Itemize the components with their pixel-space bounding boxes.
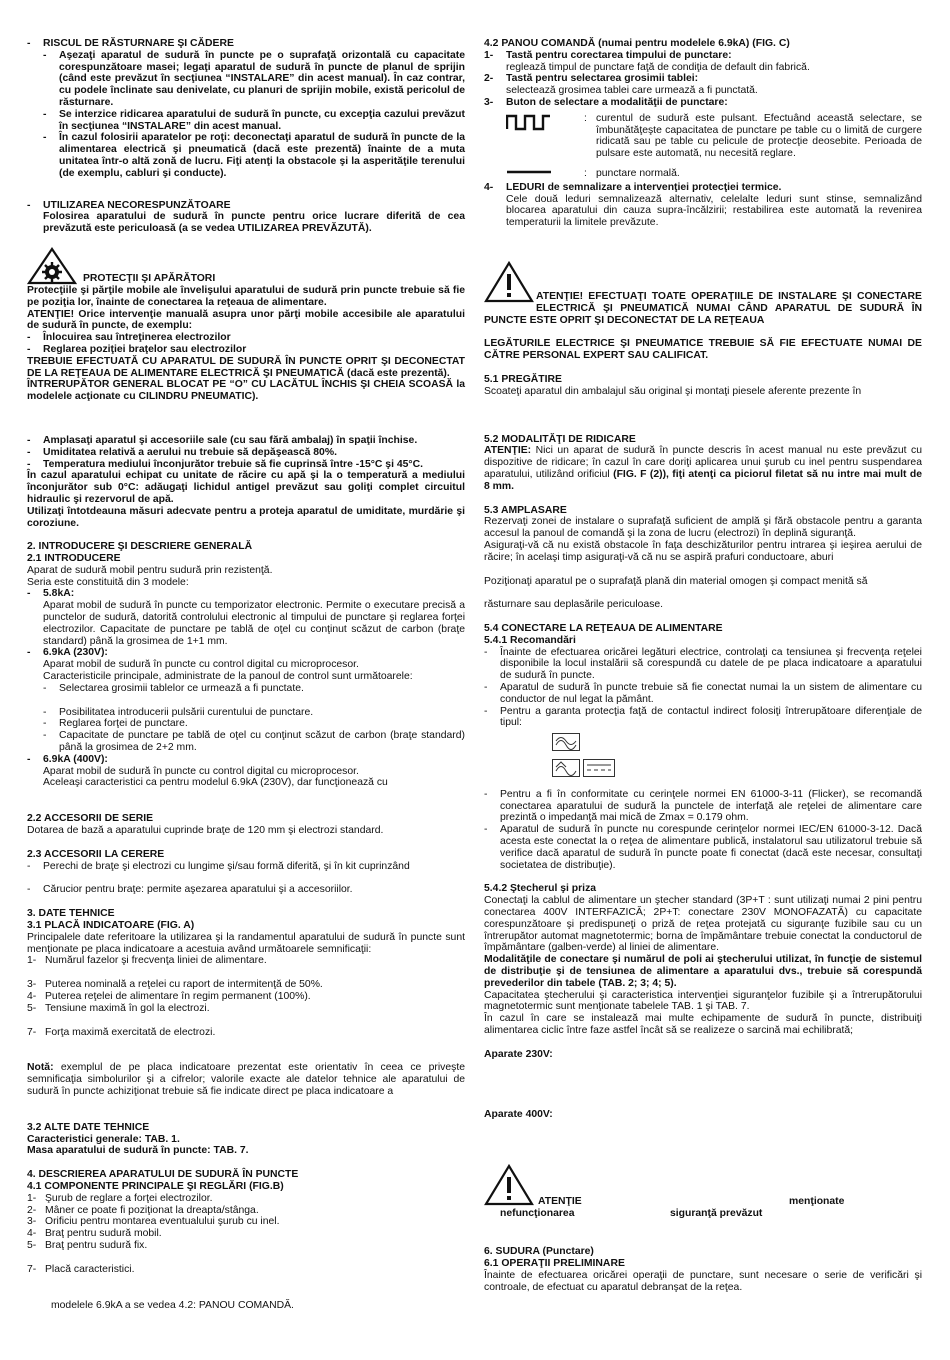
section-5-3-heading: 5.3 AMPLASARE bbox=[484, 504, 567, 516]
intro-text: Aparat de sudură mobil pentru sudură prin rezistenţă. bbox=[27, 564, 273, 576]
feature-item: Reglarea forţei de punctare. bbox=[59, 718, 188, 730]
pulse-wave-icon bbox=[506, 113, 552, 131]
rcd-a-icon bbox=[552, 759, 580, 777]
left-column: - RISCUL DE RĂSTURNARE ŞI CĂDERE - Aşezaţi aparatul de sudură în puncte pe o suprafaţă orizontală cu capacitate corespunzătoare masei; legaţi aparatul de sudură în puncte de planul de sprijin (când este prevăzut în secţiunea “INSTALARE” din acest manual). În caz contrar, cu podele înclinate sau denivelate, cu planuri de sprijin mobile, există pericolul de răsturnare. - Se interzice ridicarea aparatului de sudură în puncte, cu excepţia cazului prevăzut în secţiunea “INSTALARE” din acest manual. - În cazul folosirii aparatelor pe roţi: deconectaţi aparatul de sudură în puncte de la alimentarea electrică şi pneumatică (dacă este prezentă) înainte de a muta unitatea într-o altă zonă de lucru. Fiţi atenţi la obstacole şi la asperităţile terenului (de exemplu, cabluri şi conducte). - UTILIZAREA NECORESPUNZĂTOARE Folosirea aparatului de sudură în puncte pentru orice lucrare diferită de cea prevăzută este periculoasă (a se vedea UTILIZAREA PREVĂZUTĂ). PROTECŢII ŞI APĂRĂTORI Protecţiile şi părţile mobile ale învelişului aparatului de sudură prin puncte trebuie să fie pe poziţia lor, înainte de conectarea la reţeaua de alimentare. ATENŢIE! Orice intervenţie manuală asupra unor părţi mobile accesibile ale aparatului de sudură în puncte, de exemplu: - Înlocuirea sau întreţinerea electrozilor - Reglarea poziţiei braţelor sau electrozilor TREBUIE EFECTUATĂ CU APARATUL DE SUDURĂ ÎN PUNCTE OPRIT ŞI DECONECTAT DE LA REŢEAUA DE ALIMENTARE ELECTRICĂ ŞI PNEUMATICĂ (dacă este prezentă). ÎNTRERUPĂTOR GENERAL BLOCAT PE “O” CU LACĂTUL ÎNCHIS ŞI CHEIA SCOASĂ la modelele acţionate cu CILINDRU PNEUMATIC). - Amplasaţi aparatul şi accesoriile sale (cu sau fără ambalaj) în spaţii închise. - Umiditatea relativă a aerului nu trebuie să depăşească 80%. - Temperatura mediului înconjurător trebuie să fie cuprinsă între -15°C şi 45°C. În cazul aparatului echipat cu unitate de răcire cu apă şi la o temperatură a mediului înconjurător sub 0°C: adăugaţi lichidul antigel prevăzut sau goliţi complet circuitul hidraulic şi rezervorul de apă. Utilizaţi întotdeauna măsuri adecvate pentru a proteja aparatul de umiditate, murdărie şi coroziune. 2. INTRODUCERE ŞI DESCRIERE GENERALĂ 2.1 INTRODUCERE Aparat de sudură mobil pentru sudură prin rezistenţă. Seria este constituită din 3 modele: - 5.8kA: Aparat mobil de sudură în puncte cu temporizator electronic. Permite o executare precisă a punctelor de sudură, datorită controlului electronic al timpului de punctare şi reglarea forţei electrozilor. Capacitate de punctare pe tablă de oţel cu conţinut scăzut de carbon (braţe standard) până la grosimea de 1+1 mm. - 6.9kA (230V): Aparat mobil de sudură în puncte cu control digital cu microprocesor. Caracteristicile principale, administrate de la panoul de control sunt următoarele: - Selectarea grosimii tablelor ce urmează a fi punctate. - Posibilitatea introducerii pulsării curentului de punctare. - Reglarea forţei de punctare. - Capacitate de punctare pe tablă de oţel cu conţinut scăzut de carbon (braţe standard) până la grosimea de 2+2 mm. - 6.9kA (400V): Aparat mobil de sudură în puncte cu control digital cu microprocesor. Aceleaşi caracteristici ca pentru modelul 6.9kA (230V), dar funcţionează cu 2.2 ACCESORII DE SERIE Dotarea de bază a aparatului cuprinde braţe de 120 mm şi electrozi standard. 2.3 ACCESORII LA CERERE - Perechi de braţe şi electrozi cu lungime şi/sau formă diferită, şi în kit cuprinzând - Cărucior pentru braţe: permite aşezarea aparatului şi a accesoriilor. 3. DATE TEHNICE 3.1 PLACĂ INDICATOARE (FIG. A) Principalele date referitoare la utilizarea şi la randamentul aparatului de sudură în puncte sunt menţionate pe placa indicatoare a acestuia având următoarele semnificaţii: 1- Numărul fazelor şi frecvenţa liniei de alimentare. 3- Puterea nominală a reţelei cu raport de intermitenţă de 50%. 4- Puterea reţelei de alimentare în regim permanent (100%). 5- Tensiune maximă în gol la electrozi. 7- Forţa maximă exercitată de electrozi. Notă: exemplul de pe placa indicatoare prezentat este orientativ în ceea ce priveşte semnificaţia simbolurilor şi a cifrelor; valorile exacte ale datelor tehnice ale aparatului de sudură în puncte achiziţionat trebuie să fie indicate direct pe placa indicatoare a 3.2 ALTE DATE TEHNICE Caracteristici generale: TAB. 1. Masa aparatului de sudură în puncte: TAB. 7. 4. DESCRIEREA APARATULUI DE SUDURĂ ÎN PUNCTE 4.1 COMPONENTE PRINCIPALE ŞI REGLĂRI (FIG.B) 1- Şurub de reglare a forţei electrozilor. 2- Mâner ce poate fi poziţionat la dreapta/stânga. 3- Orificiu pentru montarea eventualului şurub cu inel. 4- Braţ pentru sudură mobil. 5- Braţ pentru sudură fix. 7- Placă caracteristici. modelele 6.9kA a se vedea 4.2: PANOU COMANDĂ. bbox=[27, 38, 466, 1311]
intro-text: Seria este constituită din 3 modele: bbox=[27, 576, 189, 588]
panel-item-title: Tastă pentru corectarea timpului de punctare: bbox=[506, 49, 732, 61]
model-description: Aparat mobil de sudură în puncte cu temporizator electronic. Permite o executare precisă a punctelor de sudură, datorită controlului electronic al timpului de punctare şi reglarea forţei electrozilor. Capacitate de punctare pe tablă de oţel cu conţinut scăzut de carbon (braţe standard) până la grosimea de 1+1 mm. bbox=[43, 600, 465, 647]
fuse-warning-word: menţionate bbox=[789, 1196, 845, 1208]
placement-text: Poziţionaţi aparatul pe o suprafaţă plană din material omogen şi compact menită să bbox=[484, 575, 868, 587]
preliminary-operations-text: Înainte de efectuarea oricărei operaţii de punctare, sunt necesare o serie de verificări şi controale, de efectuat cu aparatul debranşat de la reţea. bbox=[484, 1269, 922, 1293]
section-4-1-heading: 4.1 COMPONENTE PRINCIPALE ŞI REGLĂRI (FIG.B) bbox=[27, 1180, 284, 1192]
rcd-ac-icon bbox=[552, 733, 580, 751]
installation-warning bbox=[484, 261, 922, 326]
recommendation-item: Pentru a garanta protecţia faţă de contactul indirect folosiţi întrerupătoare diferenţiale de tipul: bbox=[500, 705, 922, 729]
rcd-dc-icon bbox=[583, 759, 615, 777]
feature-item: Capacitate de punctare pe tablă de oţel cu conţinut scăzut de carbon (braţe standard) până la grosimea de 2+2 mm. bbox=[59, 730, 465, 754]
section-improper-use: - UTILIZAREA NECORESPUNZĂTOARE bbox=[27, 199, 231, 211]
chapter-6-heading: 6. SUDURA (Punctare) bbox=[484, 1246, 594, 1258]
section-2-3-heading: 2.3 ACCESORII LA CERERE bbox=[27, 848, 165, 860]
component-item: Placă caracteristici. bbox=[45, 1263, 135, 1275]
environment-item: Utilizaţi întotdeauna măsuri adecvate pentru a proteja aparatul de umiditate, murdărie şi coroziune. bbox=[27, 505, 465, 529]
panel-item-text: Cele două leduri semnalizează alternativ, celelalte leduri sunt stinse, semnalizând blocarea aparatului din cauza supra-încălzirii; restabilirea este automată la revenirea temperaturii la limitele prevăzute. bbox=[506, 193, 922, 229]
environment-item: Temperatura mediului înconjurător trebuie să fie cuprinsă între -15°C şi 45°C. bbox=[43, 458, 423, 470]
tipping-risk-item: Se interzice ridicarea aparatului de sudură în puncte, cu excepţia cazului prevăzut în secţiunea “INSTALARE” din acest manual. bbox=[59, 108, 465, 132]
component-item: Orificiu pentru montarea eventualului şurub cu inel. bbox=[45, 1216, 280, 1228]
panel-item-title: Tastă pentru selectarea grosimii tablei: bbox=[506, 73, 699, 85]
protections-heading: PROTECŢII ŞI APĂRĂTORI bbox=[83, 273, 216, 285]
pulse-mode-legend: : curentul de sudură este pulsant. Efectuând această selectare, se îmbunătăţeşte capacitatea de punctare pe table cu o limită de curgere ridicată sau pe table cu pelicule de protecţie deosebite. Perioada de pulsare este automată, nu necesită reglare. bbox=[484, 113, 922, 160]
lifting-text: ATENŢIE: Nici un aparat de sudură în puncte descris în acest manual nu este prevăzut cu dispozitive de ridicare; în cazul în care doriţi aplicarea unui şurub cu inel pentru suspendarea aparatului, utilizând orificiul (FIG. F (2)), fiţi atenţi ca piciorul filetat să nu intre mai mult de 8 mm. bbox=[484, 445, 923, 492]
protections-must-text: TREBUIE EFECTUATĂ CU APARATUL DE SUDURĂ ÎN PUNCTE OPRIT ŞI DECONECTAT DE LA REŢEAUA DE ALIMENTARE ELECTRICĂ ŞI PNEUMATICĂ (dacă este prezentă). bbox=[27, 355, 465, 379]
section-5-2-heading: 5.2 MODALITĂŢI DE RIDICARE bbox=[484, 433, 636, 445]
rating-plate-item: Tensiune maximă în gol la electrozi. bbox=[45, 1002, 210, 1014]
model-description: Aceleaşi caracteristici ca pentru modelul 6.9kA (230V), dar funcţionează cu bbox=[43, 777, 388, 789]
feature-item: Posibilitatea introducerii pulsării curentului de punctare. bbox=[59, 706, 314, 718]
model-description: Aparat mobil de sudură în puncte cu control digital cu microprocesor. bbox=[43, 659, 359, 671]
pulse-mode-text: curentul de sudură este pulsant. Efectuând această selectare, se îmbunătăţeşte capacitatea de punctare pe table cu o limită de curgere ridicată sau pe table cu pelicule de protecţie deosebite. Perioada de pulsare este automată, nu necesită reglare. bbox=[596, 112, 922, 160]
section-5-4-heading: 5.4 CONECTARE LA REŢEAUA DE ALIMENTARE bbox=[484, 623, 723, 635]
chapter-2-heading: 2. INTRODUCERE ŞI DESCRIERE GENERALĂ bbox=[27, 541, 253, 553]
component-item: Braţ pentru sudură fix. bbox=[45, 1239, 148, 1251]
normal-mode-legend: : punctare normală. bbox=[484, 168, 922, 182]
normal-mode-text: punctare normală. bbox=[596, 167, 680, 179]
panel-item-title: Buton de selectare a modalităţii de punctare: bbox=[506, 96, 728, 108]
gear-hazard-icon bbox=[27, 247, 77, 285]
optional-accessory-item: Perechi de braţe şi electrozi cu lungime şi/sau formă diferită, şi în kit cuprinzând bbox=[43, 860, 410, 872]
placement-text: Asiguraţi-vă că nu există obstacole în faţa deschizăturilor pentru intrarea şi ieşirea aerului de răcire; în acelaşi timp asiguraţi-vă că nu se aspiră prafuri conductoare, aburi bbox=[484, 539, 922, 563]
placement-text: Rezervaţi zonei de instalare o suprafaţă suficient de amplă şi fără obstacole pentru a garanta accesul la panoul de comandă şi la zona de lucru (electrozi) în deplină siguranţă. bbox=[484, 516, 922, 540]
continuous-line-icon bbox=[506, 168, 552, 178]
fuse-warning bbox=[484, 1164, 922, 1220]
warning-triangle-icon bbox=[484, 261, 534, 303]
section-2-1-heading: 2.1 INTRODUCERE bbox=[27, 553, 121, 565]
rating-plate-text: Principalele date referitoare la utilizarea şi la randamentul aparatului de sudură în puncte sunt menţionate pe placa indicatoare a acestuia având următoarele semnificaţii: bbox=[27, 931, 465, 955]
environment-item: În cazul aparatului echipat cu unitate de răcire cu apă şi la o temperatură a mediului înconjurător sub 0°C: adăugaţi lichidul antigel prevăzut sau goliţi complet circuitul hidraulic şi rezervorul de apă. bbox=[27, 470, 465, 505]
plug-text-bold: Modalităţile de conectare şi numărul de poli ai ştecherului utilizat, în funcţie de sistemul de distribuţie şi de tensiunea de alimentare a aparatului dvs., trebuie să corespundă prevederilor din tabele (TAB. 2; 3; 4; 5). bbox=[484, 954, 922, 989]
plug-text: Conectaţi la cablul de alimentare un ştecher standard (3P+T : sunt utilizaţi numai 2 pini pentru conectarea 400V INTERFAZICĂ; 2P+T: conectare 230V MONOFAZATĂ) cu capacitate corespunzătoare şi predispuneţi o priză de reţea protejată cu siguranţe fuzibile sau cu un întrerupător automat magnetotermic; borna de împământare trebuie conectat la conductorul de împământare (galben-verde) al liniei de alimentare. bbox=[484, 895, 922, 954]
qualified-personnel-text: LEGĂTURILE ELECTRICE ŞI PNEUMATICE TREBUIE SĂ FIE EFECTUATE NUMAI DE CĂTRE PERSONAL EXPERT SAU CALIFICAT. bbox=[484, 338, 922, 362]
optional-accessory-item: Cărucior pentru braţe: permite aşezarea aparatului şi a accesoriilor. bbox=[43, 884, 353, 896]
rating-plate-item: Puterea nominală a reţelei cu raport de intermitenţă de 50%. bbox=[45, 979, 323, 991]
component-item: Braţ pentru sudură mobil. bbox=[45, 1228, 162, 1240]
placement-text: răsturnare sau deplasările periculoase. bbox=[484, 599, 664, 611]
devices-230v-label: Aparate 230V: bbox=[484, 1048, 553, 1060]
tipping-risk-item: În cazul folosirii aparatelor pe roţi: deconectaţi aparatul de sudură în puncte de la alimentarea electrică şi pneumatică (dacă este prezentă) înainte de a muta unitatea într-o altă zonă de lucru. Fiţi atenţi la obstacole şi la asperităţile terenului (de exemplu, cabluri şi conducte). bbox=[59, 132, 465, 179]
protections-switch-text: ÎNTRERUPĂTOR GENERAL BLOCAT PE “O” CU LACĂTUL ÎNCHIS ŞI CHEIA SCOASĂ la modelele acţionate cu CILINDRU PNEUMATIC). bbox=[27, 379, 465, 403]
section-5-1-heading: 5.1 PREGĂTIRE bbox=[484, 373, 562, 385]
protections-list-item: Înlocuirea sau întreţinerea electrozilor bbox=[43, 332, 231, 344]
note-paragraph: Notă: exemplul de pe placa indicatoare prezentat este orientativ în ceea ce priveşte semnificaţia simbolurilor şi a cifrelor; valorile exacte ale datelor tehnice ale aparatului de sudură în puncte achiziţionat trebuie să fie indicate direct pe placa indicatoare a bbox=[27, 1062, 466, 1097]
section-2-2-heading: 2.2 ACCESORII DE SERIE bbox=[27, 813, 154, 825]
fuse-warning-label: ATENŢIE bbox=[538, 1196, 582, 1208]
rcd-symbols bbox=[484, 733, 922, 781]
protections-list-item: Reglarea poziţiei braţelor sau electrozilor bbox=[43, 343, 247, 355]
rating-plate-item: Numărul fazelor şi frecvenţa liniei de alimentare. bbox=[45, 955, 267, 967]
improper-use-text: Folosirea aparatului de sudură în puncte pentru orice lucrare diferită de cea prevăzută este periculoasă (a se vedea UTILIZAREA PREVĂZUTĂ). bbox=[43, 211, 465, 235]
recommendation-item: Pentru a fi în conformitate cu cerinţele normei EN 61000-3-11 (Flicker), se recomandă conectarea aparatului de sudură la punctele de interfaţă ale reţelei de alimentare care prezintă o impedanţă mai mică de Zmax = 0.179 ohm. bbox=[500, 788, 922, 824]
right-column: 4.2 PANOU COMANDĂ (numai pentru modelele 6.9kA) (FIG. C) 1- Tastă pentru corectarea timpului de punctare: reglează timpul de punctare faţă de condiţia de default din fabrică. 2- Tastă pentru selectarea grosimii tablei: selectează grosimea tablei care urmează a fi punctată. 3- Buton de selectare a modalităţii de punctare: : curentul de sudură este pulsant. Efectuând această selectare, se îmbunătăţeşte capacitatea de punctare pe table cu o limită de curgere ridicată sau pe table cu pelicule de protecţie deosebite. Perioada de pulsare este automată, nu necesită reglare. : punctare normală. 4- LEDURI de semnalizare a intervenţiei protecţiei termice. Cele două leduri semnalizează alternativ, celelalte leduri sunt stinse, semnalizând blocarea aparatului din cauza supra-încălzirii; restabilirea este automată la revenirea temperaturii la limitele prevăzute. ATENŢIE! EFECTUAŢI TOATE OPERAŢIILE DE INSTALARE ŞI CONECTARE ELECTRICĂ ŞI PNEUMATICĂ NUMAI CÂND APARATUL DE SUDURĂ ÎN PUNCTE ESTE OPRIT ŞI DECONECTAT DE LA REŢEAUA LEGĂTURILE ELECTRICE ŞI PNEUMATICE TREBUIE SĂ FIE EFECTUATE NUMAI DE CĂTRE PERSONAL EXPERT SAU CALIFICAT. 5.1 PREGĂTIRE Scoateţi aparatul din ambalajul său original şi montaţi piesele aferente prezente în 5.2 MODALITĂŢI DE RIDICARE ATENŢIE: Nici un aparat de sudură în puncte descris în acest manual nu este prevăzut cu dispozitive de ridicare; în cazul în care doriţi aplicarea unui şurub cu inel pentru suspendarea aparatului, utilizând orificiul (FIG. F (2)), fiţi atenţi ca piciorul filetat să nu intre mai mult de 8 mm. 5.3 AMPLASARE Rezervaţi zonei de instalare o suprafaţă suficient de amplă şi fără obstacole pentru a garanta accesul la panoul de comandă şi la zona de lucru (electrozi) în deplină siguranţă. Asiguraţi-vă că nu există obstacole în faţa deschizăturilor pentru intrarea şi ieşirea aerului de răcire; în acelaşi timp asiguraţi-vă că nu se aspiră prafuri conductoare, aburi Poziţionaţi aparatul pe o suprafaţă plană din material omogen şi compact menită să răsturnare sau deplasările periculoase. 5.4 CONECTARE LA REŢEAUA DE ALIMENTARE 5.4.1 Recomandări - Înainte de efectuarea oricărei legături electrice, controlaţi ca tensiunea şi frecvenţa reţelei disponibile la locul instalării să corespundă cu datele de pe placa indicatoare a aparatului de sudură în puncte. - Aparatul de sudură în puncte trebuie să fie conectat numai la un sistem de alimentare cu conductor de nul legat la pământ. - Pentru a garanta protecţia faţă de contactul indirect folosiţi întrerupătoare diferenţiale de tipul: - Pentru a fi în conformitate cu cerinţele normei EN 61000-3-11 (Flicker), se recomandă conectarea aparatului de sudură la punctele de interfaţă ale reţelei de alimentare care prezintă o impedanţă mai mică de Zmax = 0.179 ohm. - Aparatul de sudură în puncte nu corespunde cerinţelor normei IEC/EN 61000-3-12. Dacă acesta este conectat la o reţea de alimentare publică, instalatorul sau utilizatorul trebuie să verifice dacă aparatul de sudură în puncte poate fi conectat (dacă este necesar, consultaţi societatea de distribuţie). 5.4.2 Ştecherul şi priza Conectaţi la cablul de alimentare un ştecher standard (3P+T : sunt utilizaţi numai 2 pini pentru conectarea 400V INTERFAZICĂ; 2P+T: conectare 230V MONOFAZATĂ) cu capacitate corespunzătoare şi predispuneţi o priză de reţea protejată cu siguranţe fuzibile sau cu un întrerupător automat magnetotermic; borna de împământare trebuie conectat la conductorul de împământare (galben-verde) al liniei de alimentare. Modalităţile de conectare şi numărul de poli ai ştecherului utilizat, în funcţie de sistemul de distribuţie şi de tensiunea de alimentare a aparatului dvs., trebuie să corespundă prevederilor din tabele (TAB. 2; 3; 4; 5). Capacitatea ştecherului şi caracteristica intervenţiei siguranţelor fuzibile şi a întrerupătorului magnetotermic sunt menţionate tabelele TAB. 1 şi TAB. 7. În cazul în care se instalează mai multe echipamente de sudură în puncte, distribuiţi alimentarea ciclic între faze astfel încât să se realizeze o sarcină mai echilibrată; Aparate 230V: Aparate 400V: ATENŢIE menţionate nefuncţionarea siguranţă prevăzut 6. SUDURA (Punctare) 6.1 OPERAŢII PRELIMINARE Înainte de efectuarea oricărei operaţii de punctare, sunt necesare o serie de verificări şi controale, de efectuat cu aparatul debranşat de la reţea. bbox=[484, 38, 923, 1293]
model-description: Caracteristicile principale, administrate de la panoul de control sunt următoarele: bbox=[43, 671, 413, 683]
recommendation-item: Aparatul de sudură în puncte nu corespunde cerinţelor normei IEC/EN 61000-3-12. Dacă acesta este conectat la o reţea de alimentare publică, instalatorul sau utilizatorul trebuie să verifice dacă aparatul de sudură în puncte poate fi conectat (dacă este necesar, consultaţi societatea de distribuţie). bbox=[500, 824, 922, 871]
recommendation-item: Înainte de efectuarea oricărei legături electrice, controlaţi ca tensiunea şi frecvenţa reţelei disponibile la locul instalării să corespundă cu datele de pe placa indicatoare a aparatului de sudură în puncte. bbox=[500, 646, 922, 682]
control-panel-reference: modelele 6.9kA a se vedea 4.2: PANOU COMANDĂ. bbox=[51, 1299, 294, 1311]
component-item: Mâner ce poate fi poziţionat la dreapta/stânga. bbox=[45, 1204, 259, 1216]
protections-attention: ATENŢIE! Orice intervenţie manuală asupra unor părţi mobile accesibile ale aparatului de sudură în puncte, de exemplu: bbox=[27, 308, 465, 332]
fuse-warning-word: nefuncţionarea bbox=[500, 1208, 575, 1220]
warning-triangle-icon bbox=[484, 1164, 534, 1206]
plug-text: Capacitatea ştecherului şi caracteristica intervenţiei siguranţelor fuzibile şi a întrerupătorului magnetotermic sunt menţionate tabelele TAB. 1 şi TAB. 7. bbox=[484, 989, 922, 1013]
rating-plate-item: Forţa maximă exercitată de electrozi. bbox=[45, 1026, 216, 1038]
model-description: Aparat mobil de sudură în puncte cu control digital cu microprocesor. bbox=[43, 765, 359, 777]
panel-item-text: selectează grosimea tablei care urmează a fi punctată. bbox=[506, 85, 758, 97]
feature-item: Selectarea grosimii tablelor ce urmează a fi punctate. bbox=[59, 682, 304, 694]
tipping-risk-item: Aşezaţi aparatul de sudură în puncte pe o suprafaţă orizontală cu capacitate corespunzătoare masei; legaţi aparatul de sudură în puncte de planul de sprijin (când este prevăzut în secţiunea “INSTALARE” din acest manual). În caz contrar, cu podele înclinate sau denivelate, cu planuri de sprijin mobile, există pericolul de răsturnare. bbox=[59, 49, 465, 108]
preparation-text: Scoateţi aparatul din ambalajul său original şi montaţi piesele aferente prezente în bbox=[484, 385, 862, 397]
other-data-item: Masa aparatului de sudură în puncte: TAB. 7. bbox=[27, 1145, 249, 1157]
section-5-4-2-heading: 5.4.2 Ştecherul şi priza bbox=[484, 883, 597, 895]
standard-accessories-text: Dotarea de bază a aparatului cuprinde braţe de 120 mm şi electrozi standard. bbox=[27, 825, 384, 837]
model-name: 5.8kA: bbox=[43, 588, 75, 600]
environment-item: Amplasaţi aparatul şi accesoriile sale (cu sau fără ambalaj) în spaţii închise. bbox=[43, 434, 418, 446]
model-name: 6.9kA (230V): bbox=[43, 647, 108, 659]
panel-item-text: reglează timpul de punctare faţă de condiţia de default din fabrică. bbox=[506, 61, 810, 73]
model-name: 6.9kA (400V): bbox=[43, 753, 108, 765]
other-data-item: Caracteristici generale: TAB. 1. bbox=[27, 1133, 180, 1145]
installation-warning-text: ATENŢIE! EFECTUAŢI TOATE OPERAŢIILE DE INSTALARE ŞI CONECTARE ELECTRICĂ ŞI PNEUMATICĂ NUMAI CÂND APARATUL DE SUDURĂ ÎN PUNCTE ESTE OPRIT ŞI DECONECTAT DE LA REŢEAUA bbox=[484, 290, 922, 326]
rating-plate-item: Puterea reţelei de alimentare în regim permanent (100%). bbox=[45, 991, 311, 1002]
plug-text: În cazul în care se instalează mai multe echipamente de sudură în puncte, distribuiţi alimentarea ciclic între faze astfel încât să se realizeze o sarcină mai echilibrată; bbox=[484, 1013, 922, 1036]
protections-heading-block bbox=[27, 247, 465, 285]
fuse-warning-word: siguranţă prevăzut bbox=[670, 1208, 763, 1220]
component-item: Şurub de reglare a forţei electrozilor. bbox=[45, 1192, 213, 1204]
environment-item: Umiditatea relativă a aerului nu trebuie să depăşească 80%. bbox=[43, 446, 337, 458]
panel-item-title: LEDURI de semnalizare a intervenţiei protecţiei termice. bbox=[506, 181, 782, 193]
section-tipping-risk: - RISCUL DE RĂSTURNARE ŞI CĂDERE bbox=[27, 38, 234, 49]
section-3-2-heading: 3.2 ALTE DATE TEHNICE bbox=[27, 1121, 150, 1133]
section-5-4-1-heading: 5.4.1 Recomandări bbox=[484, 634, 576, 646]
protections-text: Protecţiile şi părţile mobile ale învelişului aparatului de sudură prin puncte trebuie să fie pe poziţia lor, înainte de conectarea la reţeaua de alimentare. bbox=[27, 284, 465, 308]
environment-list: - Amplasaţi aparatul şi accesoriile sale (cu sau fără ambalaj) în spaţii închise. - Umiditatea relativă a aerului nu trebuie să depăşească 80%. - Temperatura mediului înconjurător trebuie să fie cuprinsă între -15°C şi 45°C. În cazul aparatului echipat cu unitate de răcire cu apă şi la o temperatură a mediului înconjurător sub 0°C: adăugaţi lichidul antigel prevăzut sau goliţi complet circuitul hidraulic şi rezervorul de apă. Utilizaţi întotdeauna măsuri adecvate pentru a proteja aparatul de umiditate, murdărie şi coroziune. bbox=[27, 434, 465, 529]
devices-400v-label: Aparate 400V: bbox=[484, 1108, 553, 1120]
recommendation-item: Aparatul de sudură în puncte trebuie să fie conectat numai la un sistem de alimentare cu conductor de nul legat la pământ. bbox=[500, 682, 922, 705]
chapter-3-heading: 3. DATE TEHNICE bbox=[27, 908, 115, 920]
section-3-1-heading: 3.1 PLACĂ INDICATOARE (FIG. A) bbox=[27, 920, 195, 932]
section-4-2-heading: 4.2 PANOU COMANDĂ (numai pentru modelele 6.9kA) (FIG. C) bbox=[484, 38, 790, 49]
chapter-4-heading: 4. DESCRIEREA APARATULUI DE SUDURĂ ÎN PUNCTE bbox=[27, 1169, 299, 1181]
section-6-1-heading: 6.1 OPERAŢII PRELIMINARE bbox=[484, 1258, 625, 1270]
tipping-risk-list: - Aşezaţi aparatul de sudură în puncte pe o suprafaţă orizontală cu capacitate corespunzătoare masei; legaţi aparatul de sudură în puncte de planul de sprijin (când este prevăzut în secţiunea “INSTALARE” din acest manual). În caz contrar, cu podele înclinate sau denivelate, cu planuri de sprijin mobile, există pericolul de răsturnare. - Se interzice ridicarea aparatului de sudură în puncte, cu excepţia cazului prevăzut în secţiunea “INSTALARE” din acest manual. - În cazul folosirii aparatelor pe roţi: deconectaţi aparatul de sudură în puncte de la alimentarea electrică şi pneumatică (dacă este prezentă) înainte de a muta unitatea într-o altă zonă de lucru. Fiţi atenţi la obstacole şi la asperităţile terenului (de exemplu, cabluri şi conducte). bbox=[43, 49, 465, 179]
